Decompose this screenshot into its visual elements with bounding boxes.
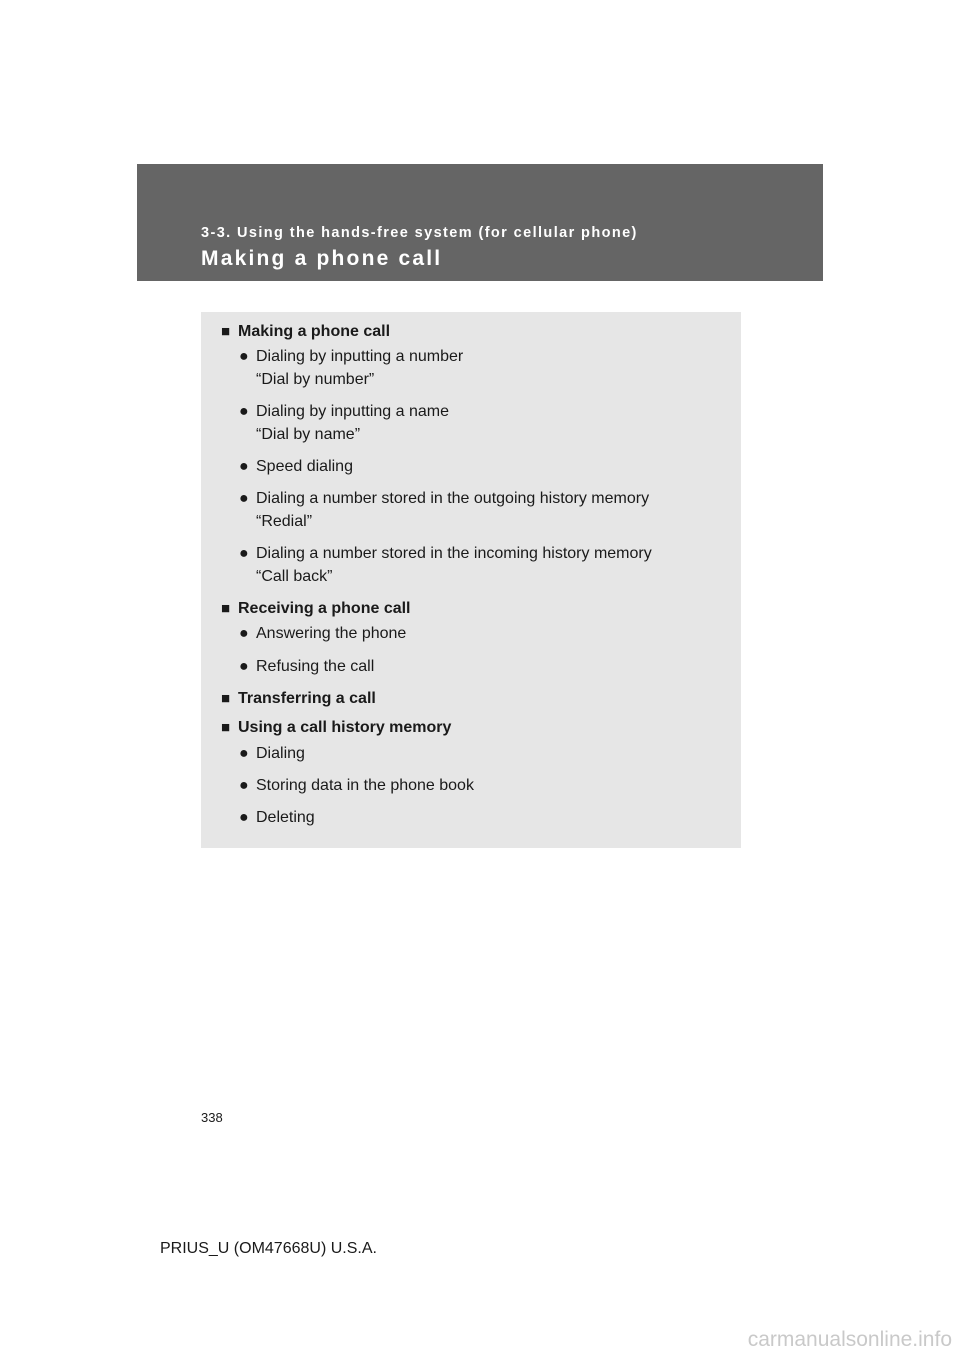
summary-heading-transferring xyxy=(221,688,376,710)
document-code: PRIUS_U (OM47668U) U.S.A. xyxy=(160,1240,377,1257)
round-bullet-icon: ● xyxy=(239,403,249,420)
round-bullet-icon: ● xyxy=(239,348,249,365)
page-number: 338 xyxy=(201,1110,223,1125)
item-text: Speed dialing xyxy=(256,458,353,475)
summary-item-dialing xyxy=(239,743,305,765)
round-bullet-icon: ● xyxy=(239,490,249,507)
summary-box xyxy=(201,312,741,848)
item-text: Dialing by inputting a number xyxy=(256,348,464,365)
round-bullet-icon: ● xyxy=(239,458,249,475)
summary-subitem-redial: “Redial” xyxy=(256,513,313,530)
summary-item-redial xyxy=(239,488,649,510)
chapter-header-band xyxy=(137,164,823,281)
square-bullet-icon: ■ xyxy=(221,323,231,340)
square-bullet-icon: ■ xyxy=(221,719,231,736)
heading-text: Using a call history memory xyxy=(238,719,452,736)
heading-text: Making a phone call xyxy=(238,323,391,340)
round-bullet-icon: ● xyxy=(239,625,249,642)
item-text: Dialing xyxy=(256,745,305,762)
item-text: Refusing the call xyxy=(256,658,375,675)
summary-subitem-call-back: “Call back” xyxy=(256,568,333,585)
round-bullet-icon: ● xyxy=(239,745,249,762)
summary-item-call-back xyxy=(239,543,652,565)
summary-item-dial-by-name xyxy=(239,401,449,423)
item-text: Answering the phone xyxy=(256,625,407,642)
summary-item-dial-by-number xyxy=(239,346,463,368)
item-text: Dialing a number stored in the incoming history memory xyxy=(256,545,652,562)
summary-subitem-dial-by-number: “Dial by number” xyxy=(256,371,375,388)
section-label: 3-3. Using the hands-free system (for cellular phone) xyxy=(201,225,638,241)
item-text: Dialing a number stored in the outgoing history memory xyxy=(256,490,650,507)
summary-item-refusing xyxy=(239,656,374,678)
summary-item-deleting xyxy=(239,807,315,829)
summary-item-speed-dialing xyxy=(239,456,353,478)
square-bullet-icon: ■ xyxy=(221,690,231,707)
round-bullet-icon: ● xyxy=(239,545,249,562)
round-bullet-icon: ● xyxy=(239,658,249,675)
square-bullet-icon: ■ xyxy=(221,600,231,617)
watermark-text: carmanualsonline.info xyxy=(747,1328,952,1351)
item-text: Storing data in the phone book xyxy=(256,777,474,794)
round-bullet-icon: ● xyxy=(239,777,249,794)
summary-subitem-dial-by-name: “Dial by name” xyxy=(256,426,361,443)
page-title: Making a phone call xyxy=(201,247,443,270)
item-text: Deleting xyxy=(256,809,315,826)
heading-text: Transferring a call xyxy=(238,690,376,707)
summary-item-storing xyxy=(239,775,474,797)
summary-heading-call-history xyxy=(221,717,451,739)
round-bullet-icon: ● xyxy=(239,809,249,826)
summary-heading-receiving-call xyxy=(221,598,411,620)
summary-heading-making-call xyxy=(221,321,390,343)
heading-text: Receiving a phone call xyxy=(238,600,411,617)
summary-item-answering xyxy=(239,623,406,645)
item-text: Dialing by inputting a name xyxy=(256,403,450,420)
